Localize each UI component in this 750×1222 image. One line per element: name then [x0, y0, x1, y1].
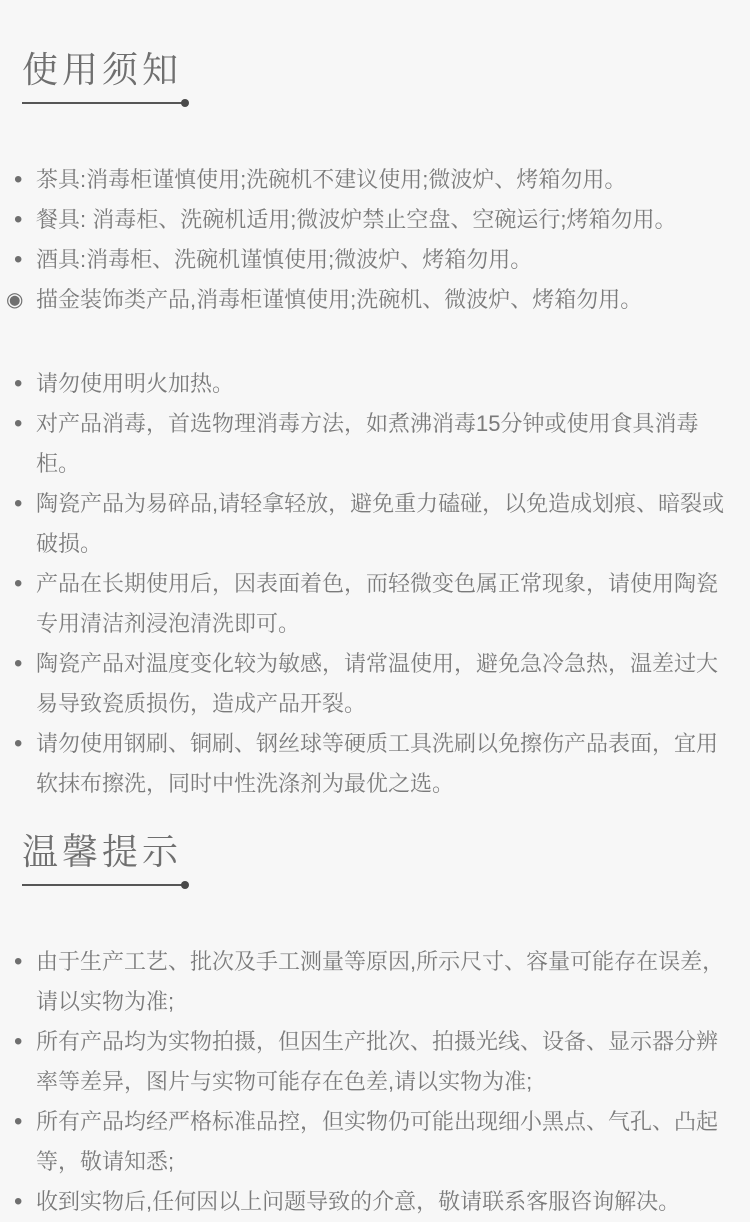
usage-section-header: [22, 0, 750, 104]
list-item: [14, 160, 726, 200]
usage-group2-list: [0, 364, 750, 804]
usage-group1-list: [0, 160, 750, 320]
tips-section-header: [22, 804, 750, 886]
bullet-icon: •: [14, 246, 23, 273]
list-item: [14, 364, 726, 404]
list-item-text: 餐具: 消毒柜、洗碗机适用;微波炉禁止空盘、空碗运行;烤箱勿用。: [36, 207, 677, 232]
bullet-icon: •: [14, 730, 23, 757]
list-item-text: 陶瓷产品对温度变化较为敏感，请常温使用，避免急冷急热，温差过大易导致瓷质损伤，造成产品开裂。: [36, 651, 719, 716]
list-item-text: 所有产品均经严格标准品控，但实物仍可能出现细小黑点、气孔、凸起等，敬请知悉;: [36, 1109, 719, 1174]
list-item-text: 酒具:消毒柜、洗碗机谨慎使用;微波炉、烤箱勿用。: [36, 247, 533, 272]
bullet-icon: •: [14, 206, 23, 233]
usage-section-title: 使用须知: [22, 49, 183, 90]
list-item: [14, 484, 726, 564]
fisheye-bullet-icon: ◉: [6, 289, 24, 311]
title-underline: [22, 102, 182, 104]
list-item: [14, 200, 726, 240]
tips-section-title: 温馨提示: [22, 831, 183, 872]
title-underline: [22, 884, 182, 886]
list-item-text: 产品在长期使用后，因表面着色，而轻微变色属正常现象，请使用陶瓷专用清洁剂浸泡清洗即可。: [36, 571, 719, 636]
bullet-icon: •: [14, 166, 23, 193]
list-item: [14, 1182, 726, 1222]
list-item-text: 由于生产工艺、批次及手工测量等原因,所示尺寸、容量可能存在误差，请以实物为准;: [36, 949, 725, 1014]
tips-list: [0, 942, 750, 1222]
list-item-text: 请勿使用钢刷、铜刷、钢丝球等硬质工具洗刷以免擦伤产品表面，宜用软抹布擦洗，同时中性洗涤剂为最优之选。: [36, 731, 719, 796]
list-item-text: 请勿使用明火加热。: [36, 371, 235, 396]
list-item-text: 所有产品均为实物拍摄，但因生产批次、拍摄光线、设备、显示器分辨率等差异，图片与实物可能存在色差,请以实物为准;: [36, 1029, 719, 1094]
bullet-icon: •: [14, 650, 23, 677]
list-item: [14, 1022, 726, 1102]
list-item: [6, 280, 726, 320]
list-item: [14, 404, 726, 484]
list-item: [14, 1102, 726, 1182]
list-item: [14, 724, 726, 804]
list-item-text: 茶具:消毒柜谨慎使用;洗碗机不建议使用;微波炉、烤箱勿用。: [36, 167, 627, 192]
underline-end-dot-icon: [181, 99, 189, 107]
list-item-text: 描金装饰类产品,消毒柜谨慎使用;洗碗机、微波炉、烤箱勿用。: [36, 287, 643, 312]
list-item: [14, 942, 726, 1022]
bullet-icon: •: [14, 570, 23, 597]
list-item-text: 陶瓷产品为易碎品,请轻拿轻放，避免重力磕碰，以免造成划痕、暗裂或破损。: [36, 491, 725, 556]
list-item-text: 对产品消毒，首选物理消毒方法，如煮沸消毒15分钟或使用食具消毒柜。: [36, 411, 699, 476]
bullet-icon: •: [14, 410, 23, 437]
bullet-icon: •: [14, 490, 23, 517]
bullet-icon: •: [14, 1188, 23, 1215]
list-item: [14, 240, 726, 280]
list-item-text: 收到实物后,任何因以上问题导致的介意，敬请联系客服咨询解决。: [36, 1189, 681, 1214]
bullet-icon: •: [14, 1108, 23, 1135]
list-item: [14, 564, 726, 644]
underline-end-dot-icon: [181, 881, 189, 889]
bullet-icon: •: [14, 1028, 23, 1055]
list-item: [14, 644, 726, 724]
bullet-icon: •: [14, 948, 23, 975]
bullet-icon: •: [14, 370, 23, 397]
